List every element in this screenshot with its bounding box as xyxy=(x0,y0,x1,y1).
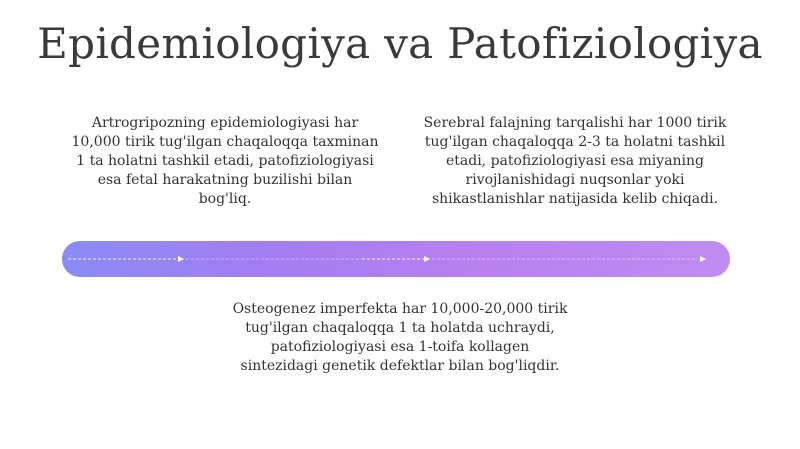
slide-title: Epidemiologiya va Patofiziologiya xyxy=(37,19,763,68)
text-block-osteogenesis-imperfecta: Osteogenez imperfekta har 10,000-20,000 tirik tug'ilgan chaqaloqqa 1 ta holatda uchraydi, patofiziologiyasi esa 1-toifa kollagen sintezidagi genetik defektlar bilan bog'liqdir. xyxy=(232,301,568,374)
arrow-head-icon xyxy=(424,256,430,262)
text-block-cerebral-palsy: Serebral falajning tarqalishi har 1000 tirik tug'ilgan chaqaloqqa 2-3 ta holatni tashkil etadi, patofiziologiyasi esa miyaning rivojlanishidagi nuqsonlar yoki shikastlanishlar natijasida kelib chiqadi. xyxy=(423,115,727,207)
timeline-arrows xyxy=(62,241,730,277)
text-block-arthrogryposis: Artrogripozning epidemiologiyasi har 10,000 tirik tug'ilgan chaqaloqqa taxminan 1 ta holatni tashkil etadi, patofiziologiyasi esa fetal harakatning buzilishi bilan bog'liq. xyxy=(71,115,379,207)
arrow-head-icon xyxy=(700,256,706,262)
arrow-head-icon xyxy=(178,256,184,262)
timeline-bar xyxy=(62,241,730,277)
